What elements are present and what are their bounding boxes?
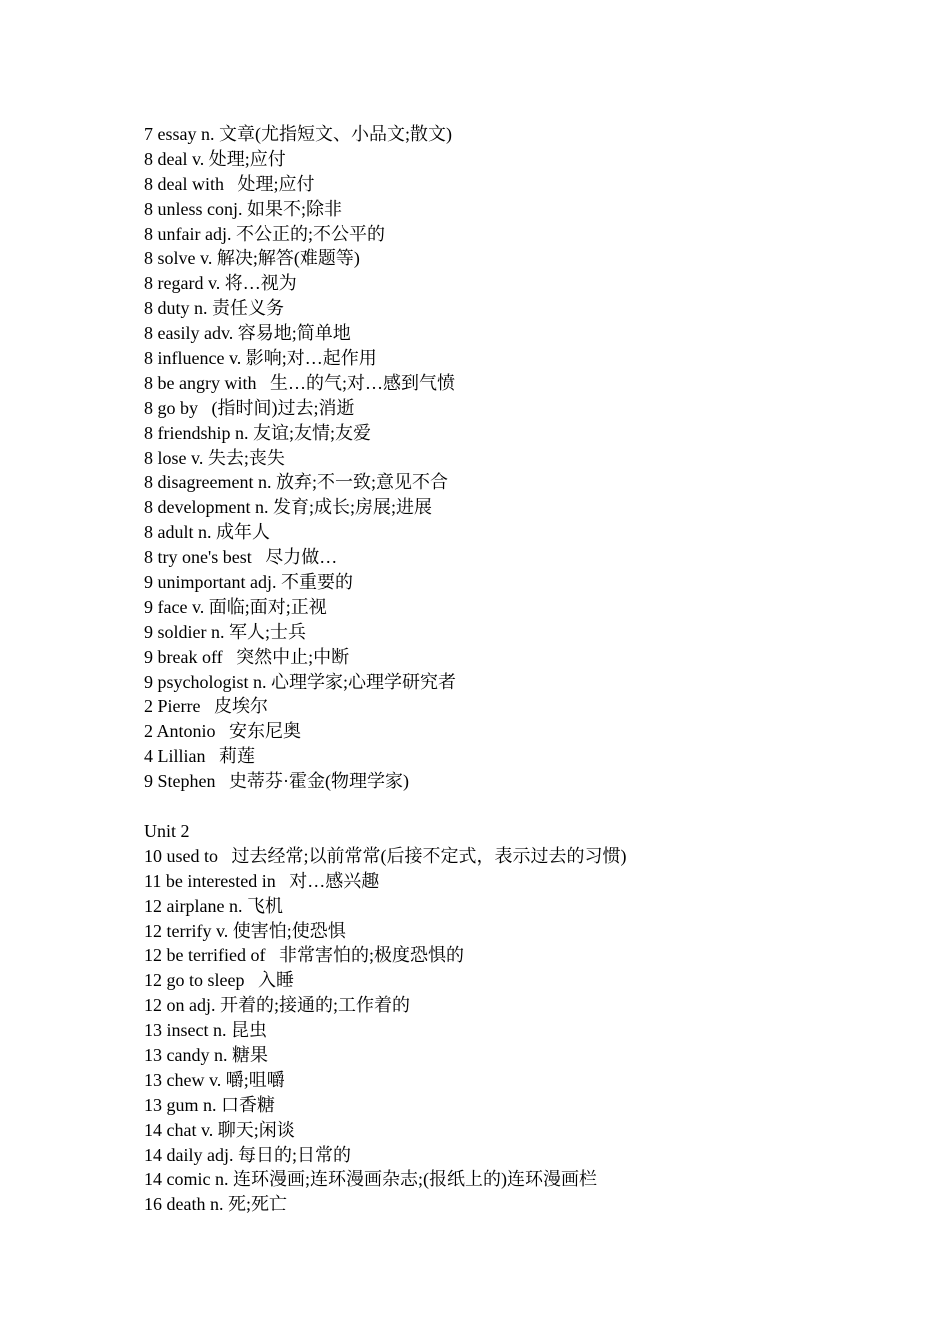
vocab-line: 8 adult n. 成年人 [144, 522, 270, 543]
vocab-line: 8 solve v. 解决;解答(难题等) [144, 248, 360, 269]
vocabulary-list-part1 [144, 122, 904, 794]
vocab-line: 14 chat v. 聊天;闲谈 [144, 1119, 295, 1140]
vocab-line: 12 be terrified of 非常害怕的;极度恐惧的 [144, 945, 464, 966]
vocab-line: 10 used to 过去经常;以前常常(后接不定式，表示过去的习惯) [144, 845, 627, 866]
vocab-line: 8 try one's best 尽力做… [144, 547, 338, 568]
vocab-line: 8 unless conj. 如果不;除非 [144, 198, 342, 219]
vocab-line: 8 unfair adj. 不公正的;不公平的 [144, 223, 385, 244]
vocab-line: 12 terrify v. 使害怕;使恐惧 [144, 920, 346, 941]
vocab-line: 9 psychologist n. 心理学家;心理学研究者 [144, 671, 457, 692]
document-page [144, 122, 904, 1217]
vocab-line: 8 disagreement n. 放弃;不一致;意见不合 [144, 472, 448, 493]
vocab-line: 8 go by (指时间)过去;消逝 [144, 397, 355, 418]
vocab-line: 9 break off 突然中止;中断 [144, 646, 350, 667]
vocab-line: 12 airplane n. 飞机 [144, 895, 283, 916]
vocab-line: 13 chew v. 嚼;咀嚼 [144, 1069, 285, 1090]
vocab-line: 4 Lillian 莉莲 [144, 746, 255, 767]
vocab-line: 14 daily adj. 每日的;日常的 [144, 1144, 351, 1165]
vocab-line: 8 deal with 处理;应付 [144, 173, 315, 194]
vocab-line: 9 face v. 面临;面对;正视 [144, 596, 327, 617]
vocab-line: 7 essay n. 文章(尤指短文、小品文;散文) [144, 124, 452, 144]
vocab-line: 8 lose v. 失去;丧失 [144, 447, 285, 468]
vocab-line: 16 death n. 死;死亡 [144, 1194, 287, 1215]
vocab-line: 8 friendship n. 友谊;友情;友爱 [144, 422, 371, 443]
vocab-line: 9 unimportant adj. 不重要的 [144, 572, 353, 593]
vocab-line: 13 insect n. 昆虫 [144, 1020, 267, 1041]
vocab-line: 11 be interested in 对…感兴趣 [144, 870, 380, 891]
vocab-line: 8 deal v. 处理;应付 [144, 148, 286, 169]
vocab-line: 8 duty n. 责任义务 [144, 298, 285, 319]
vocab-line: 13 candy n. 糖果 [144, 1044, 268, 1065]
vocab-line: 2 Pierre 皮埃尔 [144, 696, 268, 717]
vocab-line: 2 Antonio 安东尼奥 [144, 721, 302, 742]
vocab-line: 8 development n. 发育;成长;房展;进展 [144, 497, 432, 518]
vocab-line: 8 influence v. 影响;对…起作用 [144, 348, 377, 369]
vocab-line: 14 comic n. 连环漫画;连环漫画杂志;(报纸上的)连环漫画栏 [144, 1169, 597, 1190]
vocabulary-list-part2 [144, 844, 904, 1217]
vocab-line: 9 soldier n. 军人;士兵 [144, 621, 306, 642]
vocab-line: 12 on adj. 开着的;接通的;工作着的 [144, 995, 410, 1016]
vocab-line: 12 go to sleep 入睡 [144, 970, 294, 991]
vocab-line: 9 Stephen 史蒂芬·霍金(物理学家) [144, 771, 409, 792]
vocab-line: 8 be angry with 生…的气;对…感到气愤 [144, 372, 455, 393]
blank-line [144, 794, 904, 819]
vocab-line: 13 gum n. 口香糖 [144, 1094, 276, 1115]
vocab-line: 8 easily adv. 容易地;简单地 [144, 323, 351, 344]
unit-heading: Unit 2 [144, 820, 190, 841]
vocab-line: 8 regard v. 将…视为 [144, 273, 297, 294]
